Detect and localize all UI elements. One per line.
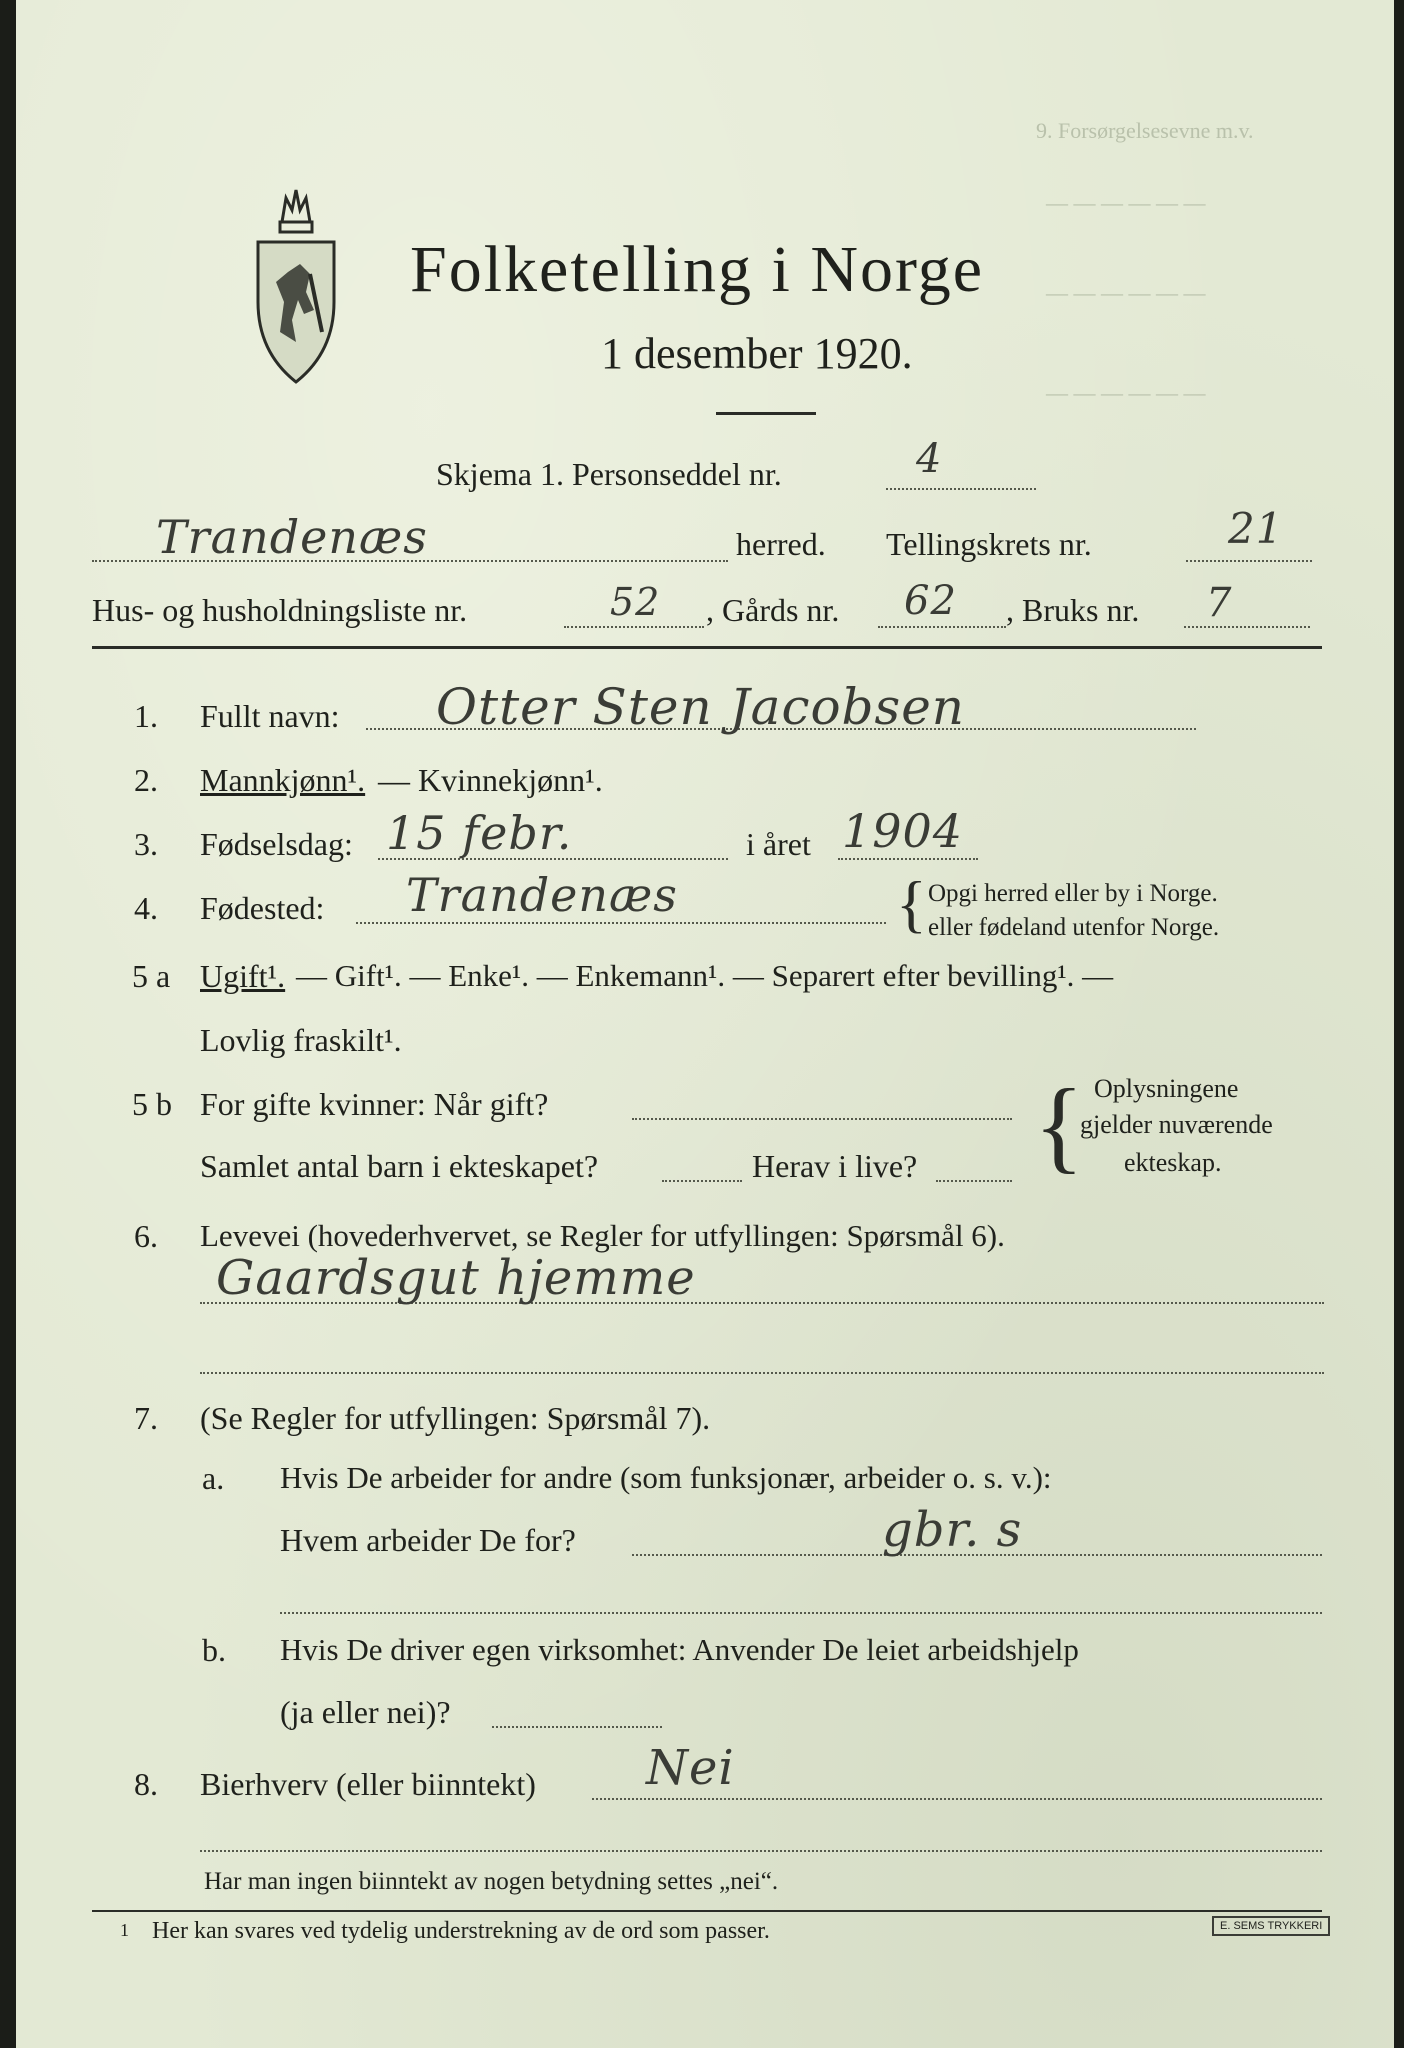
footer-rule [92, 1910, 1322, 1912]
q4-number: 4. [134, 890, 158, 926]
q6-label: Levevei (hovederhvervet, se Regler for utfyllingen: Spørsmål 6). [200, 1218, 1005, 1253]
full-name-value: Otter Sten Jacobsen [436, 678, 966, 736]
footnote-text: Her kan svares ved tydelig understrekning av de ord som passer. [152, 1918, 770, 1944]
q6-number: 6. [134, 1218, 158, 1254]
footnote-mark: 1 [120, 1920, 129, 1940]
schema-number: 4 [916, 436, 943, 482]
tellingskrets-label: Tellingskrets nr. [886, 526, 1092, 562]
employer-value: gbr. s [882, 1502, 1023, 1558]
q1-number: 1. [134, 698, 158, 734]
q2-female-option: — Kvinnekjønn¹. [378, 762, 603, 798]
census-form-page: 9. Forsørgelsesevne m.v. — — — — — — — — — — — — — — — — — — Folketelling i Norge 1 desember 1920. Skjema 1. Personseddel nr. 4 Trandenæs herred. Tellingskrets nr. 21 Hus- og husholdningsliste nr. 52 , Gårds nr. 62 , Bruks nr. 7 1. Fullt navn: Otter Sten Jacobsen 2. Mannkjønn¹. — Kvinnekjønn¹. 3. Fødselsdag: 15 febr. i året 1904 4. Fødested: Trandenæs { Opgi herred eller by i Norge. eller fødeland utenfor Norge. 5 a Ugift¹. — Gift¹. — Enke¹. — Enkemann¹. — Separert efter bevilling¹. — Lovlig fraskilt¹. 5 b For gifte kvinner: Når gift? Samlet antal barn i ekteskapet? Herav i live? { Oplysningene gjelder nuværende ekteskap. 6. Levevei (hovederhvervet, se Regler for utfyllingen: Spørsmål 6). Gaardsgut hjemme 7. (Se Regler for utfyllingen: Spørsmål 7). a. Hvis De arbeider for andre (som funksjonær, arbeider o. s. v.): Hvem arbeider De for? gbr. s b. Hvis De driver egen virksomhet: Anvender De leiet arbeidshjelp (ja eller nei)? 8. Bierhverv (eller biinntekt) Nei Har man ingen biinntekt av nogen betydning settes „nei“. 1 Her kan svares ved tydelig understrekning av de ord som passer. E. SEMS TRYKKERI [16, 0, 1394, 2048]
q5a-number: 5 a [132, 958, 171, 994]
header-rule [92, 646, 1322, 649]
hus-label: Hus- og husholdningsliste nr. [92, 592, 468, 628]
title-divider [716, 412, 816, 415]
q5b-note-3: ekteskap. [1124, 1148, 1222, 1177]
q5a-unmarried-option: Ugift¹. [200, 958, 286, 994]
q3-label: Fødselsdag: [200, 826, 353, 862]
footer-note: Har man ingen biinntekt av nogen betydning settes „nei“. [204, 1868, 779, 1895]
q7a-line2: Hvem arbeider De for? [280, 1522, 576, 1558]
q8-number: 8. [134, 1766, 158, 1802]
gards-label: , Gårds nr. [706, 592, 840, 628]
q5b-alive-label: Herav i live? [752, 1148, 918, 1184]
q5a-divorced-option: Lovlig fraskilt¹. [200, 1022, 402, 1058]
q5b-number: 5 b [132, 1086, 172, 1122]
schema-label: Skjema 1. Personseddel nr. [436, 456, 782, 492]
q5b-label: For gifte kvinner: Når gift? [200, 1086, 549, 1122]
q7b-letter: b. [202, 1632, 226, 1668]
bruks-value: 7 [1206, 580, 1233, 626]
q7-number: 7. [134, 1400, 158, 1436]
side-income-value: Nei [646, 1740, 735, 1796]
q5a-other-options: — Gift¹. — Enke¹. — Enkemann¹. — Separert efter bevilling¹. — [296, 958, 1114, 993]
census-date: 1 desember 1920. [601, 329, 913, 378]
hus-value: 52 [610, 580, 661, 624]
q4-note-1: Opgi herred eller by i Norge. [928, 880, 1218, 907]
occupation-value: Gaardsgut hjemme [216, 1250, 696, 1306]
gards-value: 62 [904, 578, 957, 624]
q7b-line1: Hvis De driver egen virksomhet: Anvender De leiet arbeidshjelp [280, 1632, 1079, 1667]
q7b-line2: (ja eller nei)? [280, 1694, 451, 1730]
q7-label: (Se Regler for utfyllingen: Spørsmål 7). [200, 1400, 711, 1436]
q7a-line1: Hvis De arbeider for andre (som funksjonær, arbeider o. s. v.): [280, 1460, 1052, 1495]
birthplace-value: Trandenæs [406, 868, 678, 922]
q1-label: Fullt navn: [200, 698, 340, 734]
q5b-note-2: gjelder nuværende [1080, 1110, 1273, 1139]
q4-label: Fødested: [200, 890, 325, 926]
herred-value: Trandenæs [156, 510, 428, 564]
q2-male-option: Mannkjønn¹. [200, 762, 366, 798]
coat-of-arms-icon [248, 182, 344, 392]
printer-stamp: E. SEMS TRYKKERI [1212, 1916, 1330, 1936]
q7a-letter: a. [202, 1460, 225, 1496]
q4-note-2: eller fødeland utenfor Norge. [928, 914, 1220, 941]
birth-year-value: 1904 [842, 804, 964, 858]
q3-year-label: i året [746, 826, 811, 862]
q5b-children-label: Samlet antal barn i ekteskapet? [200, 1148, 599, 1184]
tellingskrets-value: 21 [1228, 504, 1284, 553]
q8-label: Bierhverv (eller biinntekt) [200, 1766, 536, 1802]
q3-number: 3. [134, 826, 158, 862]
birthdate-value: 15 febr. [386, 806, 573, 860]
herred-label: herred. [736, 526, 826, 562]
form-title: Folketelling i Norge [410, 233, 985, 306]
q2-number: 2. [134, 762, 158, 798]
q5b-note-1: Oplysningene [1094, 1074, 1239, 1103]
bruks-label: , Bruks nr. [1006, 592, 1140, 628]
